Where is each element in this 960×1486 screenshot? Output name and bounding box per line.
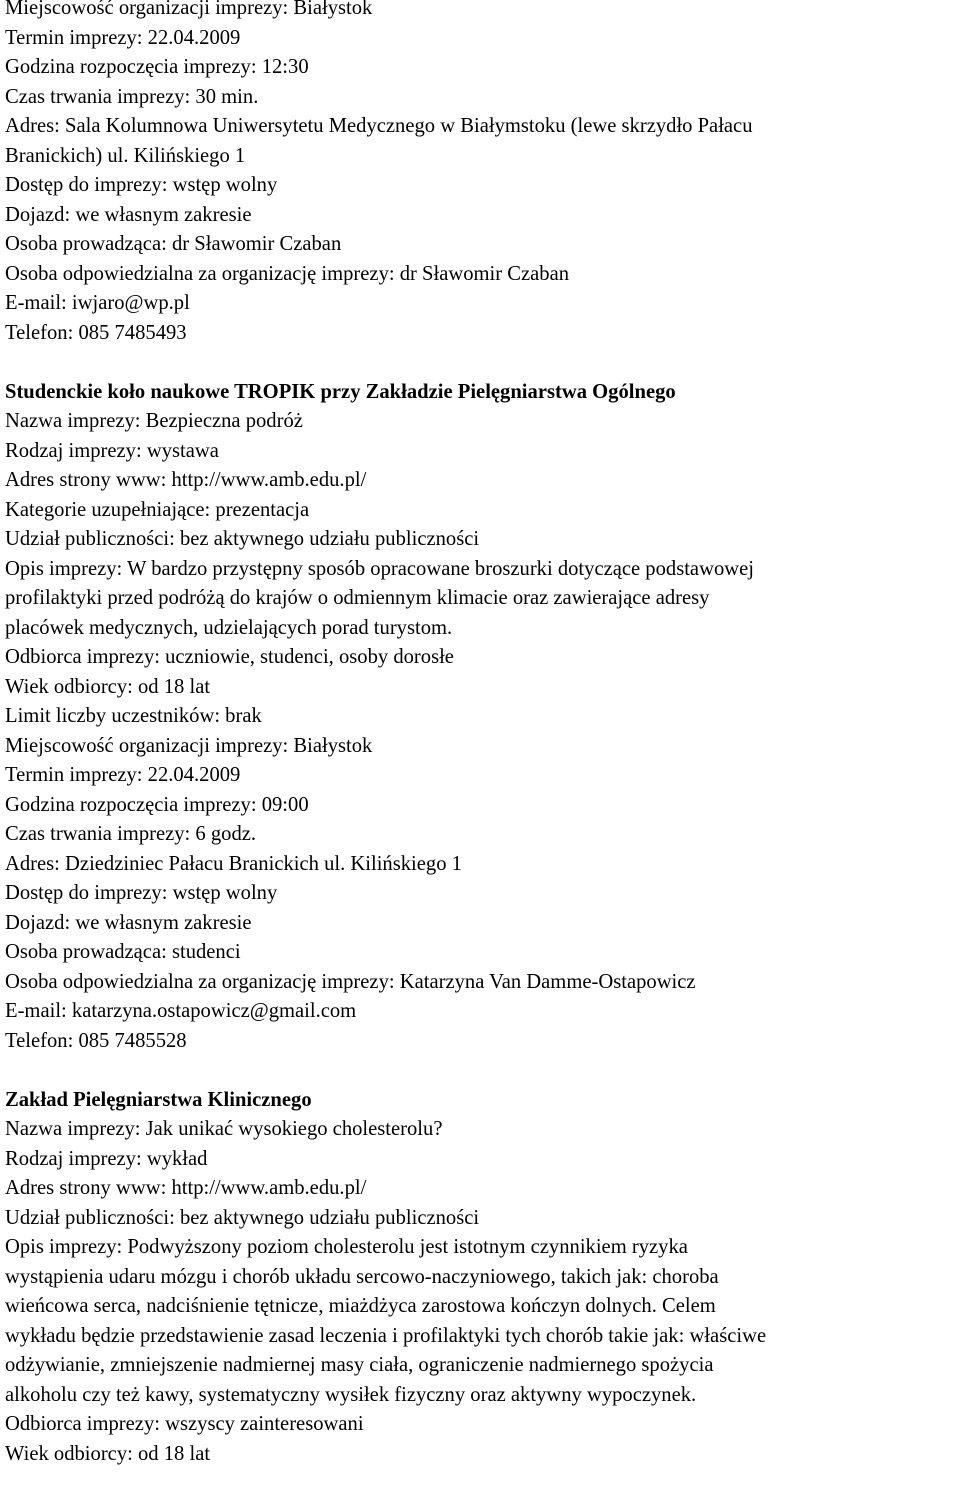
description-line: Opis imprezy: Podwyższony poziom cholesterolu jest istotnym czynnikiem ryzyka: [5, 1236, 688, 1258]
website-line: Adres strony www: http://www.amb.edu.pl/: [5, 469, 367, 491]
date-line: Termin imprezy: 22.04.2009: [5, 764, 241, 786]
access-line: Dostęp do imprezy: wstęp wolny: [5, 882, 278, 904]
section-spacer: [5, 348, 957, 378]
audience-line: Odbiorca imprezy: wszyscy zainteresowani: [5, 1413, 364, 1435]
transport-line: Dojazd: we własnym zakresie: [5, 203, 252, 226]
address-line: Adres: Dziedziniec Pałacu Branickich ul. Kilińskiego 1: [5, 852, 462, 875]
duration-line: Czas trwania imprezy: 30 min.: [5, 85, 259, 108]
section-spacer: [5, 1056, 957, 1086]
location-line: Miejscowość organizacji imprezy: Białystok: [5, 734, 373, 757]
organizer-line: Osoba odpowiedzialna za organizację imprezy: Katarzyna Van Damme-Ostapowicz: [5, 970, 696, 993]
location-line: Miejscowość organizacji imprezy: Białystok: [5, 0, 373, 19]
event-details-continued: [5, 0, 957, 348]
organizer-line: Osoba odpowiedzialna za organizację imprezy: dr Sławomir Czaban: [5, 262, 570, 285]
event-section-tropik: [5, 378, 957, 1057]
start-time-line: Godzina rozpoczęcia imprezy: 09:00: [5, 793, 309, 816]
access-line: Dostęp do imprezy: wstęp wolny: [5, 174, 278, 196]
duration-line: Czas trwania imprezy: 6 godz.: [5, 823, 257, 845]
age-line: Wiek odbiorcy: od 18 lat: [5, 675, 211, 698]
description-line: odżywianie, zmniejszenie nadmiernej masy ciała, ograniczenie nadmiernego spożycia: [5, 1354, 714, 1376]
address-line: Adres: Sala Kolumnowa Uniwersytetu Medycznego w Białymstoku (lewe skrzydło Pałacu: [5, 115, 753, 137]
event-section-clinical-nursing: [5, 1086, 957, 1470]
website-line: Adres strony www: http://www.amb.edu.pl/: [5, 1177, 367, 1199]
description-line: placówek medycznych, udzielających porad turystom.: [5, 616, 453, 639]
event-type-line: Rodzaj imprezy: wykład: [5, 1147, 208, 1170]
description-line: wykładu będzie przedstawienie zasad leczenia i profilaktyki tych chorób takie jak: właściwe: [5, 1324, 767, 1347]
description-line: wystąpienia udaru mózgu i chorób układu sercowo-naczyniowego, takich jak: choroba: [5, 1265, 719, 1288]
categories-line: Kategorie uzupełniające: prezentacja: [5, 498, 310, 521]
transport-line: Dojazd: we własnym zakresie: [5, 911, 252, 934]
email-line: E-mail: katarzyna.ostapowicz@gmail.com: [5, 1000, 357, 1022]
phone-line: Telefon: 085 7485528: [5, 1029, 187, 1052]
description-line: profilaktyki przed podróżą do krajów o odmiennym klimacie oraz zawierające adresy: [5, 587, 710, 609]
age-line: Wiek odbiorcy: od 18 lat: [5, 1442, 211, 1465]
event-name-line: Nazwa imprezy: Jak unikać wysokiego cholesterolu?: [5, 1118, 443, 1140]
event-name-line: Nazwa imprezy: Bezpieczna podróż: [5, 410, 303, 432]
date-line: Termin imprezy: 22.04.2009: [5, 26, 241, 49]
description-line: Opis imprezy: W bardzo przystępny sposób opracowane broszurki dotyczące podstawowej: [5, 557, 754, 580]
host-line: Osoba prowadząca: dr Sławomir Czaban: [5, 233, 342, 255]
start-time-line: Godzina rozpoczęcia imprezy: 12:30: [5, 56, 309, 78]
address-line-cont: Branickich) ul. Kilińskiego 1: [5, 144, 246, 167]
email-line: E-mail: iwjaro@wp.pl: [5, 292, 190, 314]
audience-participation-line: Udział publiczności: bez aktywnego udziału publiczności: [5, 528, 480, 550]
participant-limit-line: Limit liczby uczestników: brak: [5, 705, 262, 727]
section-heading: Zakład Pielęgniarstwa Klinicznego: [5, 1088, 312, 1111]
host-line: Osoba prowadząca: studenci: [5, 941, 241, 963]
document-page: [5, 0, 957, 1469]
section-heading: Studenckie koło naukowe TROPIK przy Zakładzie Pielęgniarstwa Ogólnego: [5, 380, 676, 403]
audience-line: Odbiorca imprezy: uczniowie, studenci, osoby dorosłe: [5, 646, 454, 668]
phone-line: Telefon: 085 7485493: [5, 321, 187, 344]
event-type-line: Rodzaj imprezy: wystawa: [5, 439, 219, 462]
description-line: wieńcowa serca, nadciśnienie tętnicze, miażdżyca zarostowa kończyn dolnych. Celem: [5, 1295, 716, 1317]
audience-participation-line: Udział publiczności: bez aktywnego udziału publiczności: [5, 1206, 480, 1229]
description-line: alkoholu czy też kawy, systematyczny wysiłek fizyczny oraz aktywny wypoczynek.: [5, 1383, 697, 1406]
